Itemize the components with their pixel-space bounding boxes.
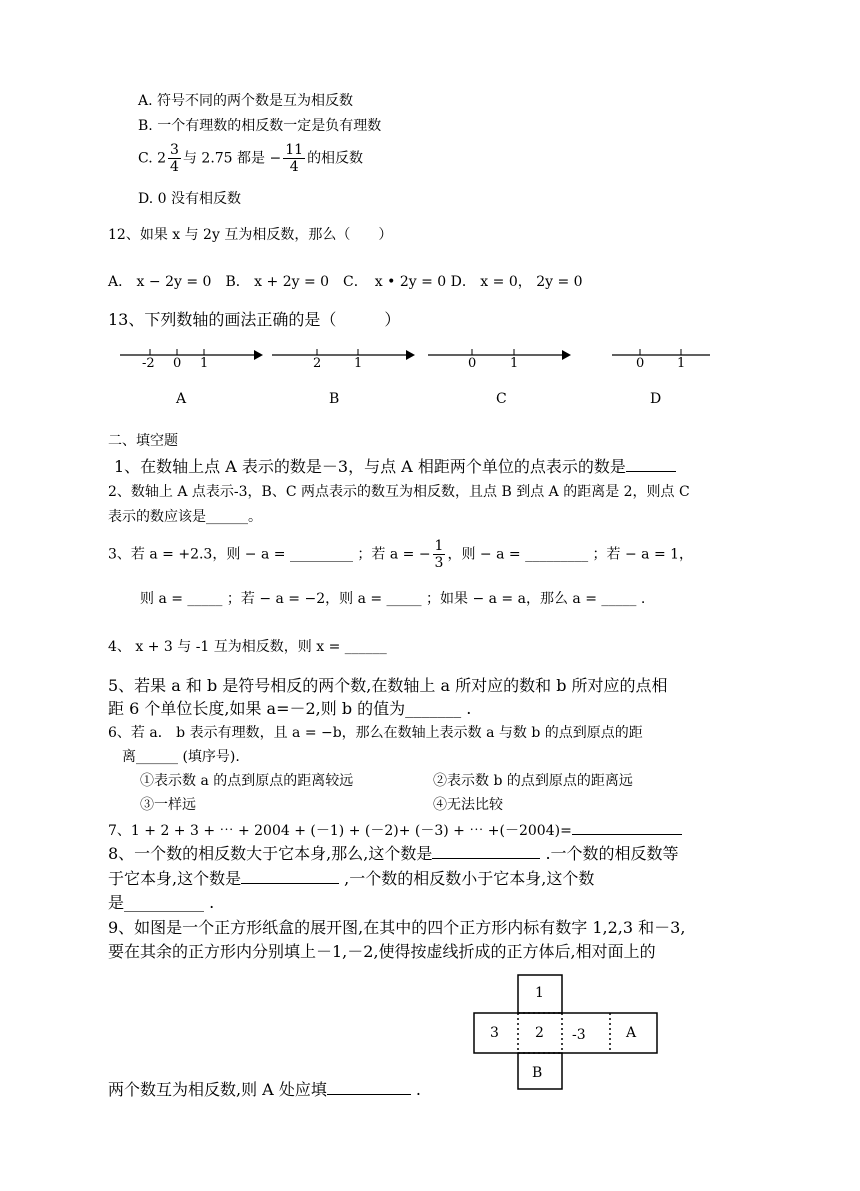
axis-c-tick-0: 0 (468, 356, 477, 371)
fraction-11-4: $\frac{11}{4}$ (285, 142, 304, 175)
section-title: 二、填空题 (108, 433, 178, 449)
c-whole: 2 (157, 150, 167, 167)
fill-q1: 1、在数轴上点 A 表示的数是－3，与点 A 相距两个单位的点表示的数是 (114, 457, 676, 477)
answer-blank (327, 1080, 411, 1095)
answer-blank (572, 820, 682, 835)
axis-d (612, 349, 710, 355)
axis-b-tick-2: 2 (313, 356, 322, 371)
axis-b-tick-1: 1 (354, 356, 363, 371)
fill-q8-line2: 于它本身,这个数是 ,一个数的相反数小于它本身,这个数 (108, 869, 595, 888)
fraction-3-4: $\frac{3}{4}$ (170, 142, 179, 175)
q11-option-a: A. 符号不同的两个数是互为相反数 (138, 93, 354, 109)
fraction-1-3: $\frac{1}{3}$ (434, 538, 444, 571)
answer-blank (432, 844, 540, 859)
fill-q9-line2: 要在其余的正方形内分别填上－1,－2,使得按虚线折成的正方体后,相对面上的 (108, 942, 656, 961)
net-cell-3: 3 (490, 1025, 499, 1041)
net-cell-2: 2 (535, 1025, 544, 1041)
net-cell-b: B (532, 1065, 543, 1081)
fill-q6-line2: 离______ (填序号). (122, 749, 240, 765)
fill-q8-line1: 8、一个数的相反数大于它本身,那么,这个数是 .一个数的相反数等 (108, 844, 679, 863)
q11-option-c: C. 2 $\frac{3}{4}$ 与 2.75 都是 − $\frac{11}{4}$ 的相反数 (138, 142, 364, 175)
fill-q6-opt3: ③一样远 (140, 797, 196, 813)
net-cell-1: 1 (535, 985, 544, 1001)
answer-blank (626, 457, 676, 472)
fill-q2-line1: 2、数轴上 A 点表示-3，B、C 两点表示的数互为相反数，且点 B 到点 A 的距离是 2，则点 C (108, 484, 690, 500)
label-a: A (176, 391, 187, 407)
q11-option-b: B. 一个有理数的相反数一定是负有理数 (138, 118, 382, 134)
axis-d-tick-1: 1 (677, 356, 686, 371)
q11-option-d: D. 0 没有相反数 (138, 191, 241, 207)
q13-stem: 13、下列数轴的画法正确的是（ ） (108, 310, 401, 329)
fill-q6-opt1: ①表示数 a 的点到原点的距离较远 (140, 773, 354, 789)
axis-a-tick-0: 0 (173, 356, 182, 371)
fill-q8-line3: 是__________ . (108, 893, 215, 912)
fill-q7: 7、1 + 2 + 3 + ⋯ + 2004 + (－1) + (－2)+ (－3) + ⋯ +(－2004)= (108, 820, 682, 840)
fill-q9-line1: 9、如图是一个正方形纸盒的展开图,在其中的四个正方形内标有数字 1,2,3 和－3, (108, 918, 686, 937)
label-d: D (650, 391, 662, 407)
axis-c (428, 349, 571, 360)
label-c: C (496, 391, 507, 407)
q12-stem: 12、如果 x 与 2y 互为相反数，那么（ ） (108, 227, 393, 243)
fill-q6-line1: 6、若 a． b 表示有理数，且 a = −b，那么在数轴上表示数 a 与数 b 的点到原点的距 (108, 725, 643, 741)
fill-q4: 4、 x + 3 与 -1 互为相反数，则 x = ______ (108, 639, 387, 655)
axis-c-tick-1: 1 (510, 356, 519, 371)
answer-blank (241, 869, 339, 884)
axis-a-tick-1: 1 (200, 356, 209, 371)
fill-q6-opt2: ②表示数 b 的点到原点的距离远 (433, 773, 633, 789)
net-cell-a: A (626, 1025, 637, 1041)
fill-q5-line1: 5、若果 a 和 b 是符号相反的两个数,在数轴上 a 所对应的数和 b 所对应的点相 (108, 676, 668, 695)
axis-b (272, 349, 415, 360)
fill-q6-opt4: ④无法比较 (433, 797, 503, 813)
q12-options: A． x − 2y = 0 B． x + 2y = 0 C． x • 2y = 0 D． x = 0， 2y = 0 (108, 274, 583, 290)
fill-q3-line2: 则 a = _____ ；若 − a = −2，则 a = _____ ；如果 − a = a，那么 a = _____ . (140, 591, 646, 607)
fill-q3-line1: 3、若 a = +2.3，则 − a = _________ ；若 a = − $\frac{1}{3}$ ，则 − a = _________ ；若 − a = 1， (108, 538, 694, 571)
axis-d-tick-0: 0 (636, 356, 645, 371)
label-b: B (329, 391, 340, 407)
fill-q5-line2: 距 6 个单位长度,如果 a=－2,则 b 的值为_______ . (108, 699, 472, 718)
net-cell-neg3: -3 (572, 1027, 586, 1043)
fill-q2-line2: 表示的数应该是______。 (108, 509, 262, 525)
axis-a-tick-neg2: -2 (142, 356, 155, 371)
fill-q9-line3: 两个数互为相反数,则 A 处应填 . (108, 1080, 421, 1099)
